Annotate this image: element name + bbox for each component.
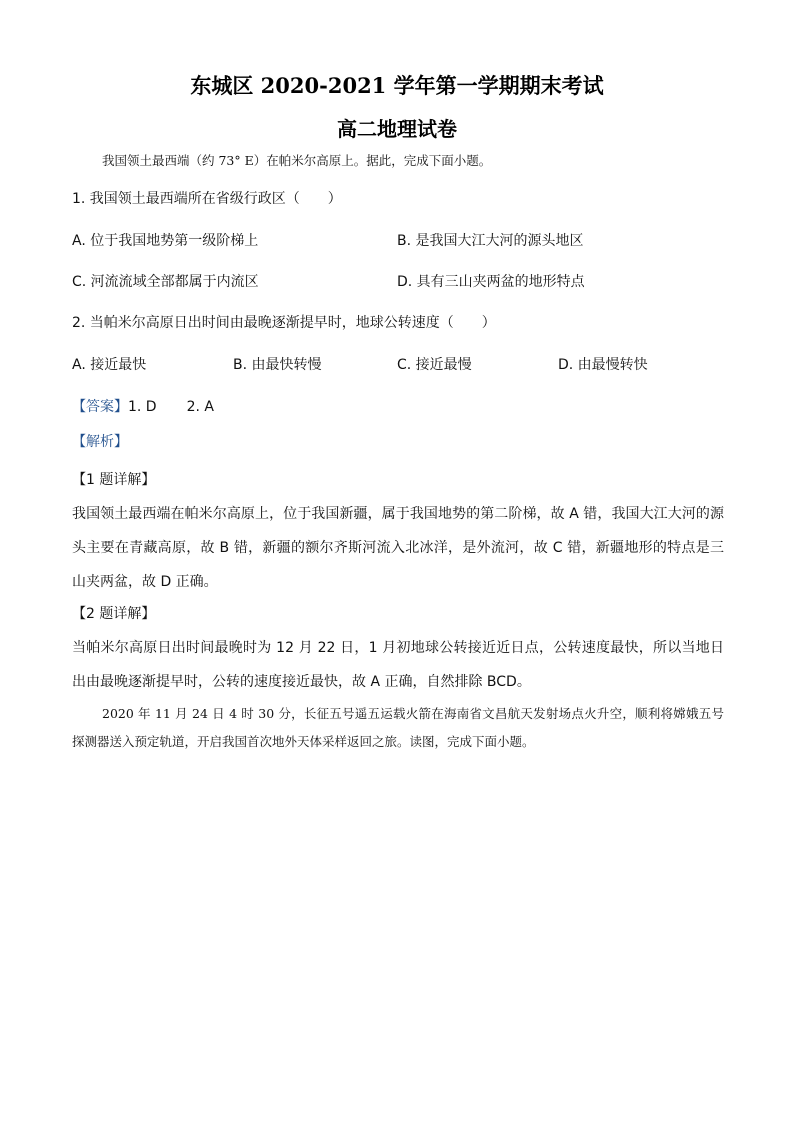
answer-line	[72, 396, 214, 416]
intro-text-1: 我国领土最西端（约 73° E）在帕米尔高原上。据此，完成下面小题。	[102, 153, 492, 168]
detail-2-tag: 【2 题详解】	[72, 606, 156, 622]
document-title: 东城区 2020-2021 学年第一学期期末考试	[190, 73, 604, 98]
q2-option-d: D. 由最慢转快	[558, 357, 648, 373]
question-2-stem: 2. 当帕米尔高原日出时间由最晚逐渐提早时，地球公转速度（ ）	[72, 315, 496, 331]
answer-2: 2. A	[186, 399, 214, 415]
analysis-tag: 【解析】	[72, 434, 128, 450]
q2-option-c: C. 接近最慢	[397, 357, 472, 373]
answer-tag: 【答案】	[72, 399, 128, 415]
q2-option-b: B. 由最快转慢	[233, 357, 322, 373]
intro-text-2: 2020 年 11 月 24 日 4 时 30 分，长征五号遥五运载火箭在海南省文昌航天发射场点火升空，顺利将嫦娥五号探测器送入预定轨道，开启我国首次地外天体采样返回之旅。读图，完成下面小题。	[72, 706, 724, 749]
q1-option-a: A. 位于我国地势第一级阶梯上	[72, 233, 259, 249]
document-subtitle: 高二地理试卷	[337, 117, 457, 141]
q1-option-d: D. 具有三山夹两盆的地形特点	[397, 274, 585, 290]
q1-option-c: C. 河流流域全部都属于内流区	[72, 274, 259, 290]
answer-1: 1. D	[128, 399, 157, 415]
q1-option-b: B. 是我国大江大河的源头地区	[397, 233, 584, 249]
detail-2-text: 当帕米尔高原日出时间最晚时为 12 月 22 日，1 月初地球公转接近近日点，公转速度最快，所以当地日出由最晚逐渐提早时，公转的速度接近最快，故 A 正确，自然排除 BCD。	[72, 640, 724, 690]
question-1-stem: 1. 我国领土最西端所在省级行政区（ ）	[72, 191, 342, 207]
detail-1-text: 我国领土最西端在帕米尔高原上，位于我国新疆，属于我国地势的第二阶梯，故 A 错，我国大江大河的源头主要在青藏高原，故 B 错，新疆的额尔齐斯河流入北冰洋，是外流河，故 C 错，新疆地形的特点是三山夹两盆，故 D 正确。	[72, 506, 724, 590]
detail-1-tag: 【1 题详解】	[72, 472, 156, 488]
q2-option-a: A. 接近最快	[72, 357, 147, 373]
